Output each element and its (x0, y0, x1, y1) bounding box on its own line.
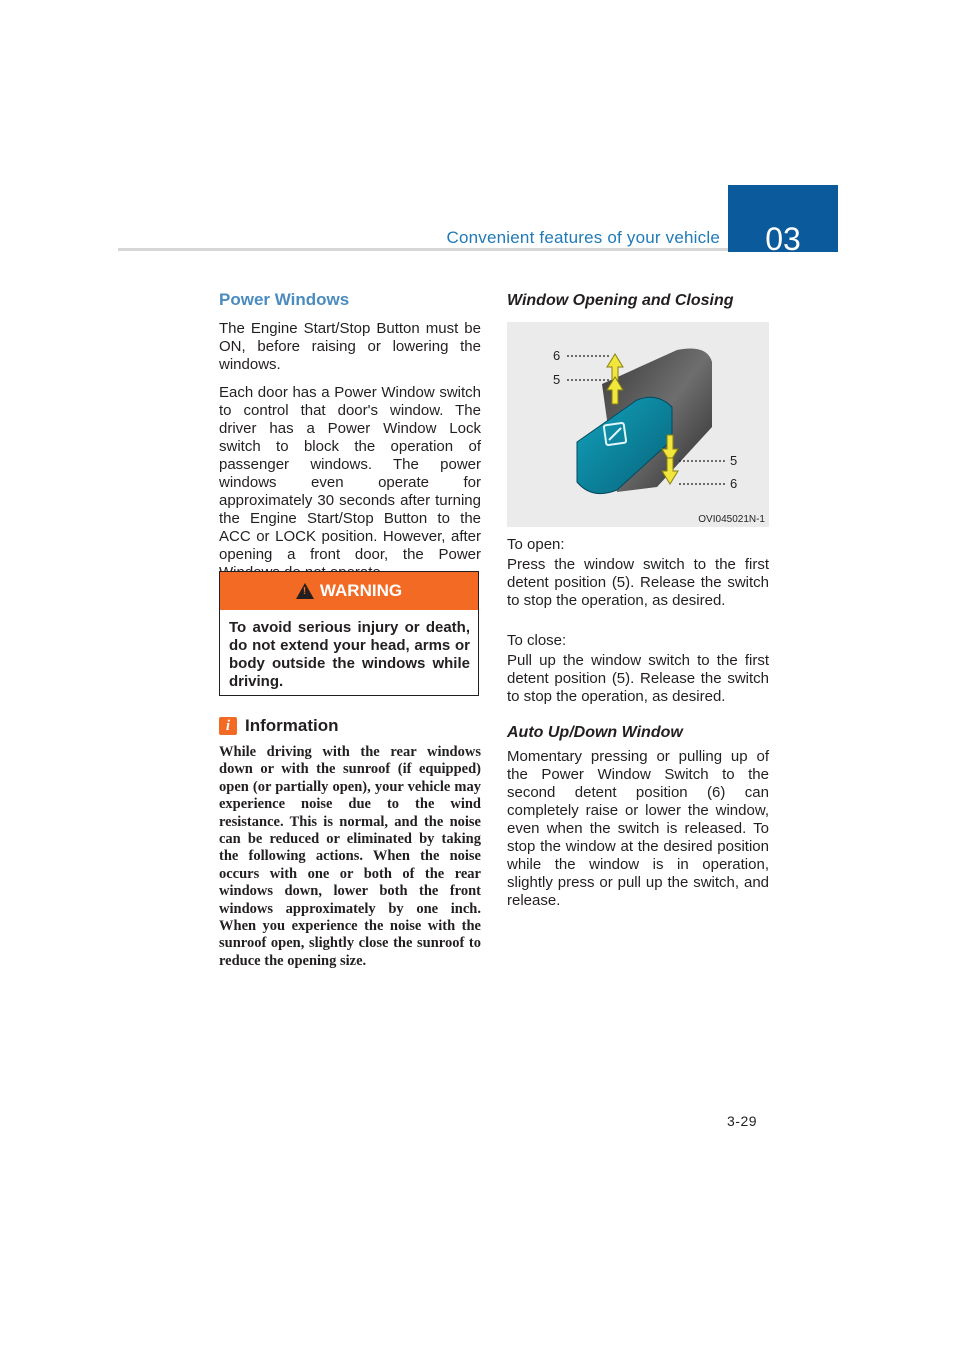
paragraph: The Engine Start/Stop Button must be ON, before raising or lowering the windows. (219, 320, 481, 373)
information-text: While driving with the rear windows down or with the sunroof (if equipped) open (or partially open), your vehicle may experience noise due to the wind resistance. This is normal, and the noise can be reduced or eliminated by taking the following actions. When the noise occurs with one or both of the rear windows down, lower both the front windows approximately by one inch. When you experience the noise with the sunroof open, slightly close the sunroof to reduce the opening size. (219, 744, 481, 969)
to-close-label: To close: (507, 632, 567, 649)
auto-up-down-title: Auto Up/Down Window (507, 724, 683, 741)
info-icon: i (219, 717, 237, 735)
left-column (219, 290, 481, 592)
window-opening-closing-title: Window Opening and Closing (507, 292, 734, 309)
to-open-label: To open: (507, 536, 565, 553)
chapter-number: 03 (765, 221, 801, 252)
paragraph: Each door has a Power Window switch to control that door's window. The driver has a Power Window Lock switch to block the operation of passenger windows. The power windows even operate for approximately 30 seconds after turning the Engine Start/Stop Button to the ACC or LOCK position. However, after opening a front door, the Power (219, 384, 481, 563)
warning-box (219, 571, 479, 696)
to-open-text: Press the window switch to the first detent position (5). Release the switch to stop the operation, as desired. (507, 556, 769, 609)
warning-label: WARNING (319, 581, 403, 600)
right-text-block (507, 536, 769, 920)
power-windows-title: Power Windows (219, 290, 350, 309)
figure-code: OVI045021N-1 (698, 514, 765, 525)
header-rule (118, 248, 728, 251)
window-switch-figure (507, 322, 769, 527)
label-5-bottom: 5 (730, 453, 738, 468)
label-6-bottom: 6 (730, 476, 738, 491)
chapter-tab (728, 185, 838, 252)
warning-header (220, 572, 478, 610)
label-6-top: 6 (553, 348, 561, 363)
label-5-top: 5 (553, 372, 561, 387)
window-switch-illustration (507, 322, 769, 527)
warning-text: To avoid serious injury or death, do not extend your head, arms or body outside the windows while driving. (229, 619, 470, 690)
auto-up-down-text: Momentary pressing or pulling up of the Power Window Switch to the second detent position (6) can completely raise or lower the window, even when the switch is released. To stop the window at the desired position while the window is in operation, slightly press or pull up the switch, and release. (507, 748, 769, 909)
information-title: Information (245, 716, 339, 735)
section-title: Convenient features of your vehicle (446, 228, 720, 247)
to-close-text: Pull up the window switch to the first detent position (5). Release the switch to stop the operation, as desired. (507, 652, 769, 705)
page-number: 3-29 (727, 1113, 758, 1129)
warning-triangle-icon (296, 583, 314, 599)
information-header (219, 716, 339, 736)
